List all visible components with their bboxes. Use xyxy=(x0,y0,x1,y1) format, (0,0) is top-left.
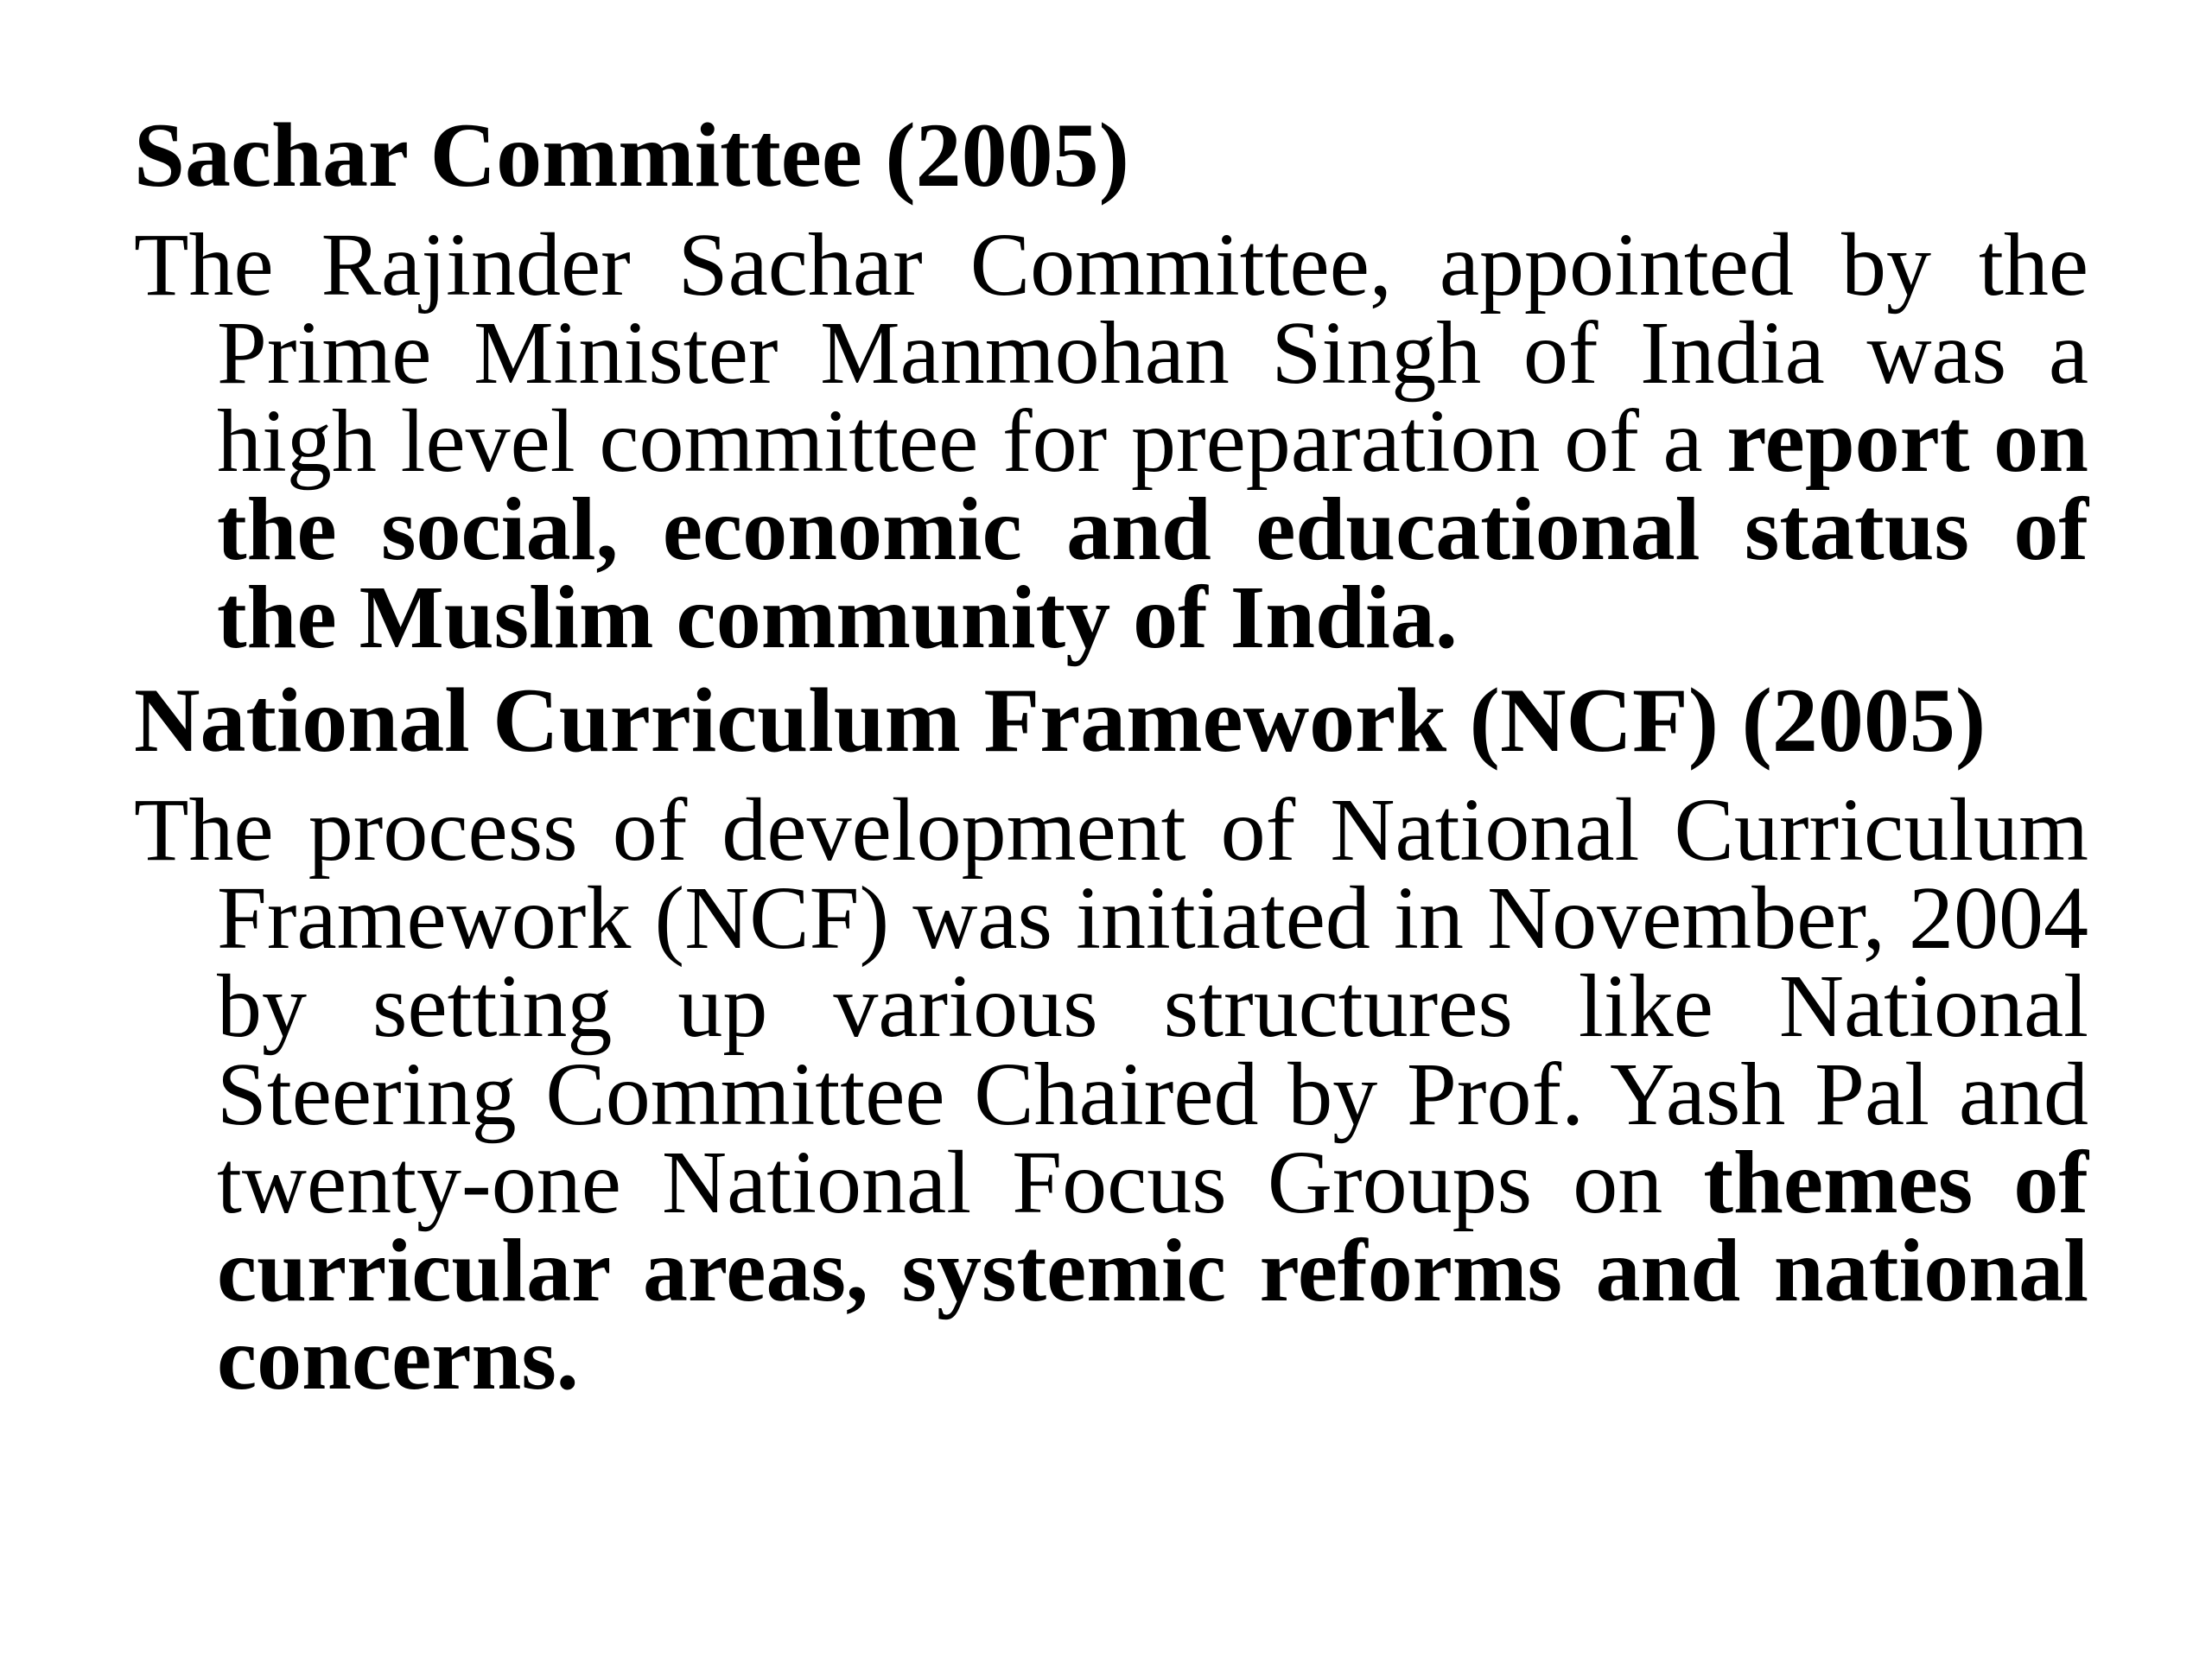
slide-content xyxy=(134,104,2089,1408)
section-body-ncf xyxy=(134,780,2089,1408)
body-emphasis: report on the social, economic and educational status of the Muslim community of India. xyxy=(217,391,2088,667)
section-heading-sachar: Sachar Committee (2005) xyxy=(134,105,1129,206)
body-text: The process of development of National Curriculum Framework (NCF) was initiated in November, 2004 by setting up various structures like National Steering Committee Chaired by Prof. Yash Pal and twenty-one National Focus Groups on xyxy=(134,780,2088,1232)
section-heading-ncf: National Curriculum Framework (NCF) (2005) xyxy=(134,670,1986,771)
body-text: The Rajinder Sachar Committee, appointed by the Prime Minister Manmohan Singh of India was a high level committee for preparation of a xyxy=(134,215,2088,491)
section-body-sachar xyxy=(134,215,2088,667)
body-emphasis: themes of curricular areas, systemic reforms and national concerns. xyxy=(217,1133,2089,1408)
